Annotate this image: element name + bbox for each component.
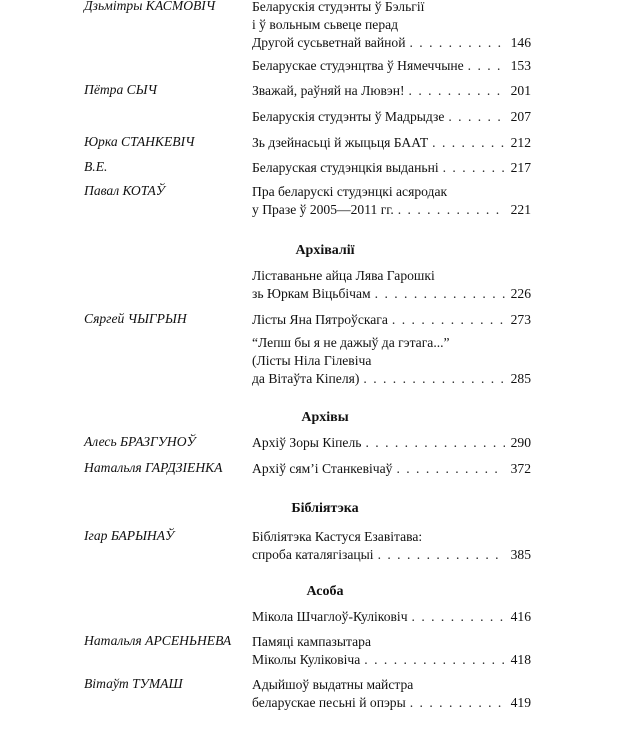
page-number: 212 (510, 135, 531, 150)
title-line: і ў вольным сьвеце перад (252, 17, 399, 32)
entry-title (252, 134, 531, 152)
page-number: 419 (510, 695, 531, 710)
dot-leader (363, 370, 505, 388)
title-line: Беларуская студэнцкія выданьні (252, 160, 439, 175)
entry-title (252, 608, 531, 626)
title-line: Пра беларускі студэнцкі асяродак (252, 184, 448, 199)
dot-leader (365, 434, 505, 452)
page-number: 226 (510, 286, 531, 301)
title-line: да Вітаўта Кіпеля) (252, 371, 360, 386)
title-line: Зь дзейнасьці й жыцьця БААТ (252, 135, 429, 150)
entry-author: Сяргей ЧЫГРЫН (84, 311, 187, 326)
entry-title (252, 267, 531, 303)
title-line: Ліставаньне айца Лява Гарошкі (252, 268, 435, 283)
title-line: Беларускія студэнты ў Бэльгії (252, 0, 425, 14)
title-line: Другой сусьветнай вайной (252, 35, 406, 50)
entry-title (252, 676, 531, 712)
dot-leader (364, 651, 505, 669)
section-heading: Архівалії (295, 243, 355, 258)
page-number: 217 (510, 160, 531, 175)
dot-leader (432, 134, 505, 152)
page-number: 385 (510, 547, 531, 562)
page-number: 290 (510, 435, 531, 450)
entry-author: Алесь БРАЗГУНОЎ (84, 434, 196, 449)
dot-leader (409, 34, 505, 52)
section-heading: Бібліятэка (291, 501, 359, 516)
entry-title (252, 57, 531, 75)
page-number: 146 (510, 35, 531, 50)
entry-author: В.Е. (84, 159, 108, 174)
title-line: зь Юркам Віцьбічам (252, 286, 371, 301)
entry-title (252, 183, 531, 219)
entry-title (252, 159, 531, 177)
entry-author: Павал КОТАЎ (84, 183, 165, 198)
entry-title (252, 434, 531, 452)
title-line: Міколы Куліковіча (252, 652, 361, 667)
page-number: 201 (510, 83, 531, 98)
entry-title (252, 0, 531, 52)
dot-leader (409, 82, 505, 100)
title-line: Беларускае студэнцтва ў Нямеччыне (252, 58, 464, 73)
dot-leader (412, 608, 505, 626)
title-line: у Празе ў 2005—2011 гг. (252, 202, 394, 217)
title-line: Бібліятэка Кастуся Езавітава: (252, 529, 423, 544)
dot-leader (378, 546, 505, 564)
page-number: 416 (510, 609, 531, 624)
dot-leader (396, 460, 505, 478)
dot-leader (392, 311, 505, 329)
entry-title (252, 528, 531, 564)
entry-author: Юрка СТАНКЕВІЧ (84, 134, 195, 149)
dot-leader (468, 57, 505, 75)
title-line: Зважай, раўняй на Лювэн! (252, 83, 405, 98)
page-number: 221 (510, 202, 531, 217)
page-number: 285 (510, 371, 531, 386)
section-heading: Архівы (301, 410, 349, 425)
dot-leader (398, 201, 505, 219)
title-line: Беларускія студэнты ў Мадрыдзе (252, 109, 445, 124)
entry-author: Натальля ГАРДЗІЕНКА (84, 460, 223, 475)
title-line: Адыйшоў выдатны майстра (252, 677, 414, 692)
title-line: беларускае песьні й опэры (252, 695, 406, 710)
title-line: (Лісты Ніла Гілевіча (252, 353, 372, 368)
dot-leader (448, 108, 505, 126)
title-line: “Лепш бы я не дажыў да гэтага...” (252, 335, 450, 350)
section-heading: Асоба (306, 584, 344, 599)
entry-title (252, 82, 531, 100)
title-line: Памяці кампазытара (252, 634, 371, 649)
page-number: 273 (510, 312, 531, 327)
page-number: 153 (510, 58, 531, 73)
dot-leader (375, 285, 505, 303)
entry-title (252, 108, 531, 126)
entry-title (252, 460, 531, 478)
dot-leader (410, 694, 505, 712)
entry-author: Дзьмітры КАСМОВІЧ (84, 0, 216, 13)
title-line: Лісты Яна Пятроўскага (252, 312, 388, 327)
page-number: 372 (510, 461, 531, 476)
entry-author: Натальля АРСЕНЬНЕВА (84, 633, 232, 648)
dot-leader (443, 159, 505, 177)
title-line: Мікола Шчаглоў-Куліковіч (252, 609, 408, 624)
entry-author: Вітаўт ТУМАШ (84, 676, 183, 691)
page-number: 207 (510, 109, 531, 124)
entry-title (252, 633, 531, 669)
page-number: 418 (510, 652, 531, 667)
title-line: Архіў сям’і Станкевічаў (252, 461, 393, 476)
entry-author: Пётра СЫЧ (84, 82, 157, 97)
entry-title (252, 311, 531, 329)
entry-author: Ігар БАРЫНАЎ (84, 528, 175, 543)
title-line: спроба каталягізацыі (252, 547, 374, 562)
title-line: Архіў Зоры Кіпель (252, 435, 362, 450)
entry-title (252, 334, 531, 388)
